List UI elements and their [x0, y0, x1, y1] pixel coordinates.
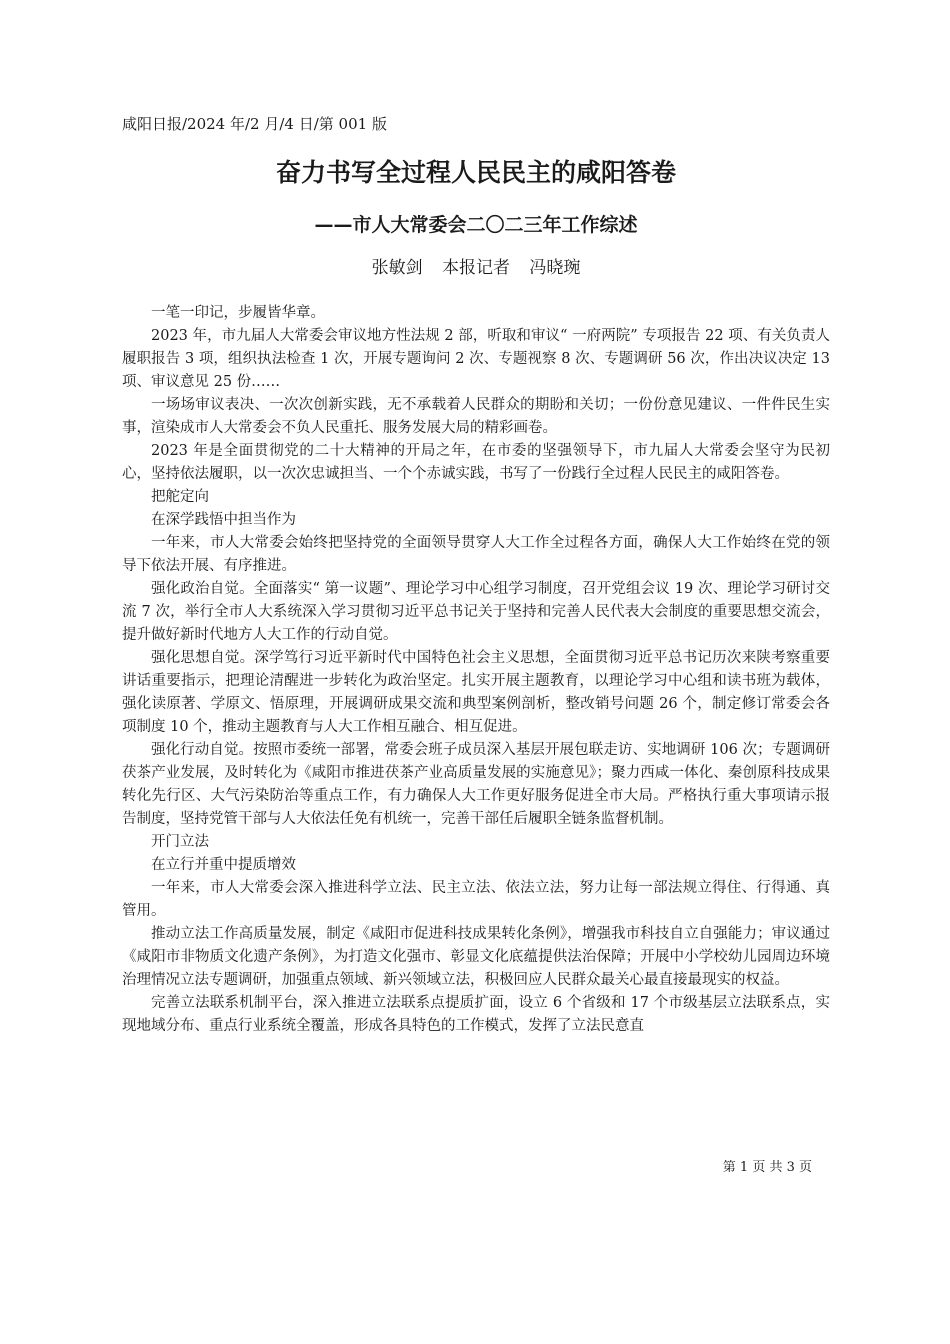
- paragraph: 强化行动自觉。按照市委统一部署，常委会班子成员深入基层开展包联走访、实地调研 106 次；专题调研茯茶产业发展，及时转化为《咸阳市推进茯茶产业高质量发展的实施意见》；聚力西咸一体化、秦创原科技成果转化先行区、大气污染防治等重点工作，有力确保人大工作更好服务促进全市大局。严格执行重大事项请示报告制度，坚持党管干部与人大依法任免有机统一，完善干部任后履职全链条监督机制。: [122, 742, 830, 827]
- paragraph: 2023 年，市九届人大常委会审议地方性法规 2 部，听取和审议“ 一府两院” 专项报告 22 项、有关负责人履职报告 3 项，组织执法检查 1 次，开展专题询问 2 次、专题视察 8 次、专题调研 56 次，作出决议决定 13 项、审议意见 25 份……: [122, 328, 830, 390]
- author-line: 张敏剑 本报记者 冯晓琬: [371, 258, 581, 278]
- page-number-footer: 第 1 页 共 3 页: [722, 1160, 812, 1175]
- paragraph: 强化政治自觉。全面落实“ 第一议题”、理论学习中心组学习制度，召开党组会议 19 次、理论学习研讨交流 7 次，举行全市人大系统深入学习贯彻习近平总书记关于坚持和完善人民代表大会制度的重要思想交流会，提升做好新时代地方人大工作的行动自觉。: [122, 581, 830, 643]
- paragraph: 一年来，市人大常委会始终把坚持党的全面领导贯穿人大工作全过程各方面，确保人大工作始终在党的领导下依法开展、有序推进。: [122, 535, 830, 574]
- article-subtitle: ——市人大常委会二〇二三年工作综述: [314, 214, 638, 236]
- paragraph: 一年来，市人大常委会深入推进科学立法、民主立法、依法立法，努力让每一部法规立得住、行得通、真管用。: [122, 880, 830, 919]
- paragraph: 一场场审议表决、一次次创新实践，无不承载着人民群众的期盼和关切；一份份意见建议、一件件民生实事，渲染成市人大常委会不负人民重托、服务发展大局的精彩画卷。: [122, 397, 830, 436]
- section-subheading: 在立行并重中提质增效: [151, 857, 296, 873]
- paragraph: 推动立法工作高质量发展，制定《咸阳市促进科技成果转化条例》，增强我市科技自立自强能力；审议通过《咸阳市非物质文化遗产条例》，为打造文化强市、彰显文化底蕴提供法治保障；开展中小学校幼儿园周边环境治理情况立法专题调研，加强重点领域、新兴领域立法，积极回应人民群众最关心最直接最现实的权益。: [122, 926, 830, 988]
- section-subheading: 在深学践悟中担当作为: [151, 512, 296, 528]
- article-title: 奋力书写全过程人民民主的咸阳答卷: [275, 158, 676, 187]
- document-page: [122, 112, 830, 1038]
- paragraph: 完善立法联系机制平台，深入推进立法联系点提质扩面，设立 6 个省级和 17 个市级基层立法联系点，实现地域分布、重点行业系统全覆盖，形成各具特色的工作模式，发挥了立法民意直: [122, 995, 830, 1034]
- section-heading: 把舵定向: [151, 489, 209, 505]
- paragraph: 2023 年是全面贯彻党的二十大精神的开局之年，在市委的坚强领导下，市九届人大常委会坚守为民初心，坚持依法履职，以一次次忠诚担当、一个个赤诚实践，书写了一份践行全过程人民民主的咸阳答卷。: [122, 443, 830, 482]
- paragraph: 强化思想自觉。深学笃行习近平新时代中国特色社会主义思想，全面贯彻习近平总书记历次来陕考察重要讲话重要指示，把理论清醒进一步转化为政治坚定。扎实开展主题教育，以理论学习中心组和读书班为载体，强化读原著、学原文、悟原理，开展调研成果交流和典型案例剖析，整改销号问题 26 个，制定修订常委会各项制度 10 个，推动主题教育与人大工作相互融合、相互促进。: [122, 650, 830, 735]
- paragraph: 一笔一印记，步履皆华章。: [151, 305, 325, 321]
- article-body: [122, 302, 830, 1038]
- section-heading: 开门立法: [151, 834, 209, 850]
- source-line: 咸阳日报/2024 年/2 月/4 日/第 001 版: [122, 115, 387, 133]
